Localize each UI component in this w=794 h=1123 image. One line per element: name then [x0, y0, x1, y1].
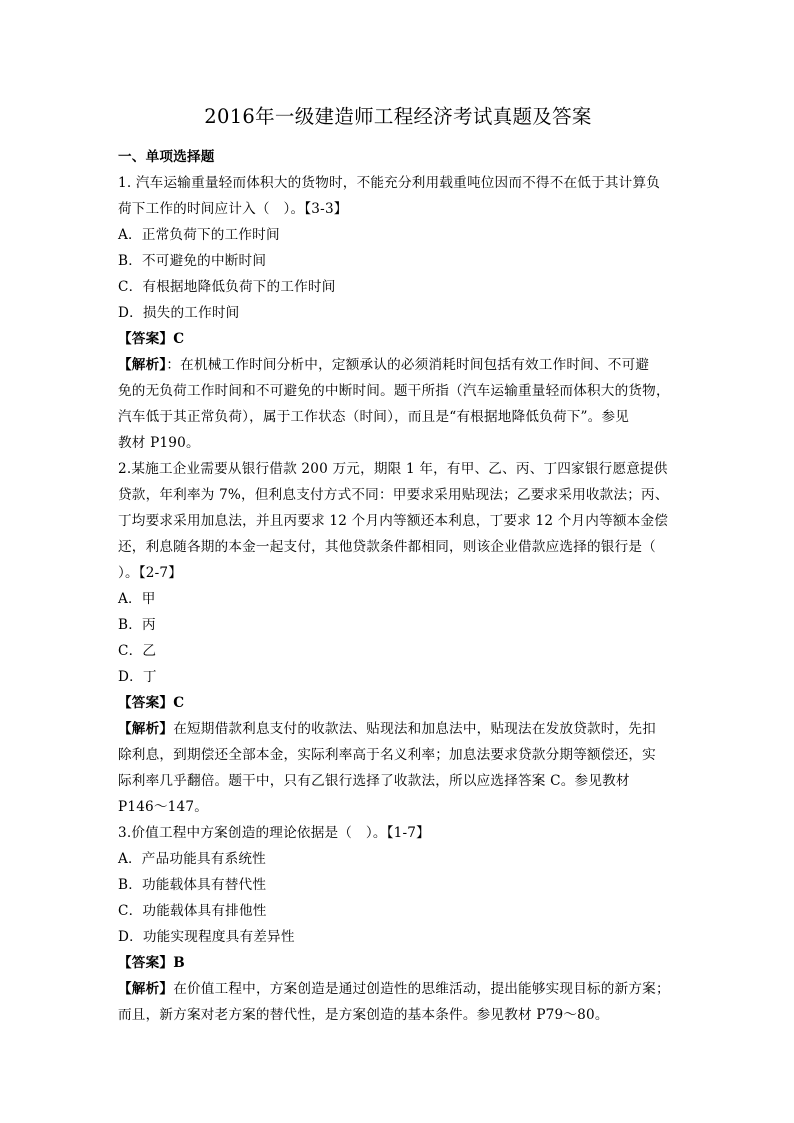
answer-label: 【答案】	[118, 955, 174, 971]
question-stem-line: ）。【2-7】	[118, 565, 183, 581]
question-stem-line: 3.价值工程中方案创造的理论依据是（ ）。【1-7】	[118, 825, 430, 841]
answer-line	[118, 690, 678, 716]
option-a: A．甲	[118, 591, 156, 607]
analysis-line	[118, 716, 678, 742]
option-a: A．正常负荷下的工作时间	[118, 227, 280, 243]
analysis-paragraph	[118, 352, 678, 456]
answer-value: B	[173, 955, 185, 971]
option-d: D．损失的工作时间	[118, 305, 240, 321]
option-b: B．丙	[118, 617, 156, 633]
page-title: 2016年一级建造师工程经济考试真题及答案	[204, 105, 592, 128]
question-stem-line: 丁均要求采用加息法，并且丙要求 12 个月内等额还本利息，丁要求 12 个月内等额本金偿	[118, 513, 669, 529]
analysis-line: 除利息，到期偿还全部本金，实际利率高于名义利率；加息法要求贷款分期等额偿还，实	[118, 747, 656, 763]
option-c: C．功能载体具有排他性	[118, 903, 267, 919]
analysis-line: 免的无负荷工作时间和不可避免的中断时间。题干所指（汽车运输重量轻而体积大的货物，	[118, 383, 670, 399]
answer-value: C	[173, 695, 185, 711]
option-c: C．有根据地降低负荷下的工作时间	[118, 279, 336, 295]
analysis-line: 汽车低于其正常负荷），属于工作状态（时间），而且是“有根据地降低负荷下”。参见	[118, 409, 630, 425]
analysis-label: 【解析】	[118, 981, 174, 997]
question-stem-line: 1. 汽车运输重量轻而体积大的货物时，不能充分利用载重吨位因而不得不在低于其计算负	[118, 175, 661, 191]
analysis-label: 【解析】	[118, 721, 174, 737]
answer-line	[118, 326, 678, 352]
analysis-text: 在短期借款利息支付的收款法、贴现法和加息法中，贴现法在发放贷款时，先扣	[173, 721, 656, 737]
option-d: D．功能实现程度具有差异性	[118, 929, 295, 945]
analysis-line	[118, 976, 678, 1002]
analysis-text: ：在机械工作时间分析中，定额承认的必须消耗时间包括有效工作时间、不可避	[166, 357, 650, 373]
answer-line	[118, 950, 678, 976]
document-page	[118, 104, 678, 1028]
option-a: A．产品功能具有系统性	[118, 851, 266, 867]
analysis-line	[118, 352, 678, 378]
analysis-line: P146～147。	[118, 799, 209, 815]
option-b: B．不可避免的中断时间	[118, 253, 267, 269]
analysis-line: 而且，新方案对老方案的替代性，是方案创造的基本条件。参见教材 P79～80。	[118, 1007, 609, 1023]
option-d: D．丁	[118, 669, 157, 685]
question-1	[118, 170, 678, 456]
question-stem-line: 荷下工作的时间应计入（ ）。【3-3】	[118, 201, 348, 217]
question-stem-line: 还，利息随各期的本金一起支付，其他贷款条件都相同，则该企业借款应选择的银行是（	[118, 539, 656, 555]
analysis-paragraph	[118, 976, 678, 1028]
question-2	[118, 456, 678, 820]
analysis-line: 际利率几乎翻倍。题干中，只有乙银行选择了收款法，所以应选择答案 C。参见教材	[118, 773, 630, 789]
option-c: C．乙	[118, 643, 157, 659]
question-stem-line: 贷款，年利率为 7%，但利息支付方式不同：甲要求采用贴现法；乙要求采用收款法；丙、	[118, 487, 669, 503]
answer-label: 【答案】	[118, 331, 174, 347]
option-b: B．功能载体具有替代性	[118, 877, 267, 893]
answer-value: C	[173, 331, 185, 347]
analysis-paragraph	[118, 716, 678, 820]
analysis-line: 教材 P190。	[118, 435, 200, 451]
question-3	[118, 820, 678, 1028]
answer-label: 【答案】	[118, 695, 174, 711]
question-stem-line: 2.某施工企业需要从银行借款 200 万元，期限 1 年，有甲、乙、丙、丁四家银行愿意提供	[118, 461, 668, 477]
analysis-text: 在价值工程中，方案创造是通过创造性的思维活动，提出能够实现目标的新方案；	[173, 981, 670, 997]
section-heading: 一、单项选择题	[118, 149, 215, 165]
analysis-label: 【解析】	[118, 357, 167, 373]
